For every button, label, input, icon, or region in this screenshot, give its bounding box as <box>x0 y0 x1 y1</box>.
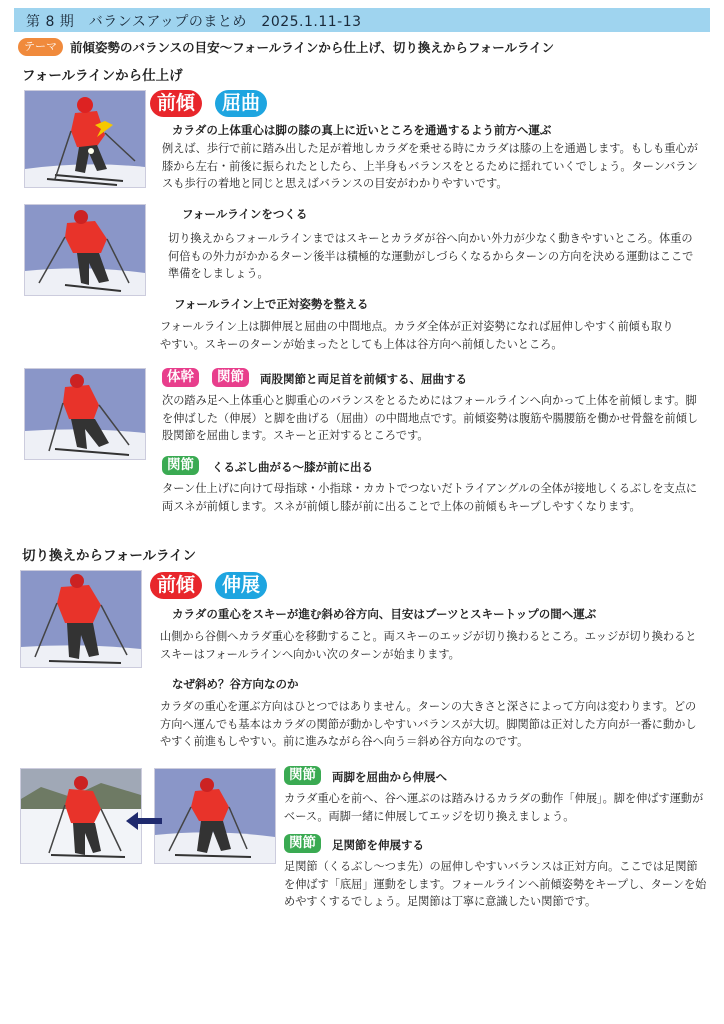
theme-badge: テーマ <box>18 38 63 56</box>
heading-1-4: 両股関節と両足首を前傾する、屈曲する <box>260 372 467 386</box>
tag-kansetsu-1: 関節 <box>212 368 249 387</box>
body-1-2: 切り換えからフォールラインまではスキーとカラダが谷へ向かい外力が少なく動きやすいところ。体重の何倍もの外力がかかるターン後半は積極的な運動がしづらくなるからターンの方向を決める運動はここで準備をしましょう。 <box>168 232 694 280</box>
tag-kansetsu-2: 関節 <box>162 456 199 475</box>
page-title: 第 8 期 バランスアップのまとめ 2025.1.11-13 <box>26 14 362 30</box>
body-1-4: 次の踏み足へ上体重心と脚重心のバランスをとるためにはフォールラインへ向かって上体を前傾します。脚を伸ばした（伸展）と脚を曲げる（屈曲）の中間地点です。前傾姿勢は腹筋や腸腰筋を働かせ骨盤を前傾し股関節を屈曲します。スキーと正対するところです。 <box>162 394 699 442</box>
heading-1-2: フォールラインをつくる <box>182 207 308 221</box>
body-2-4: 足関節（くるぶし〜つま先）の屈伸しやすいバランスは正対方向。ここでは足関節を伸ばす「底屈」運動をします。フォールラインへ前傾姿勢をキープし、ターンを始めやすくするでしょう。足関節は丁寧に意識したい関節です。 <box>284 860 707 908</box>
heading-2-2: なぜ斜め？谷方向なのか <box>172 677 299 691</box>
pill-zenkei-1: 前傾 <box>150 90 202 117</box>
heading-2-4: 足関節を伸展する <box>332 838 424 852</box>
skier-photo-3 <box>24 368 146 460</box>
section-title-1: フォールラインから仕上げ <box>22 68 183 84</box>
pill-kukkyoku: 屈曲 <box>215 90 267 117</box>
section-title-2: 切り換えからフォールライン <box>22 548 197 564</box>
heading-1-1: カラダの上体重心は脚の膝の真上に近いところを通過するよう前方へ運ぶ <box>172 123 552 137</box>
heading-1-5: くるぶし曲がる〜膝が前に出る <box>212 460 373 474</box>
heading-2-1: カラダの重心をスキーが進む斜め谷方向、目安はブーツとスキートップの間へ運ぶ <box>172 607 597 621</box>
body-2-1: 山側から谷側へカラダ重心を移動すること。両スキーのエッジが切り換わるところ。エッジが切り換わるとスキーはフォールラインへ向かい次のターンが始まります。 <box>160 630 697 661</box>
navy-arrow-icon <box>124 810 164 832</box>
body-1-3: フォールライン上は脚伸展と屈曲の中間地点。カラダ全体が正対姿勢になれば屈伸しやすく前傾も取りやすい。スキーのターンが始まったとしても上体は谷方向へ前傾したいところ。 <box>160 320 674 351</box>
pill-zenkei-2: 前傾 <box>150 572 202 599</box>
heading-1-3: フォールライン上で正対姿勢を整える <box>174 297 369 311</box>
body-1-1: 例えば、歩行で前に踏み出した足が着地しカラダを乗せる時にカラダは膝の上を通過します。もしも重心が膝から左右・前後に振られたとしたら、上半身もバランスをとるために揺れていくでしょう。ターンバランスも歩行の着地と同じと思えばバランスの目安がわかりやすいです。 <box>162 142 698 190</box>
theme-row <box>14 36 710 58</box>
tag-kansetsu-4: 関節 <box>284 834 321 853</box>
skier-photo-6 <box>154 768 276 864</box>
header-bar <box>14 8 710 32</box>
body-2-3: カラダ重心を前へ、谷へ運ぶのは踏みけるカラダの動作「伸展」。脚を伸ばす運動がベース。両脚一緒に伸展してエッジを切り換えましょう。 <box>284 792 704 823</box>
body-2-2: カラダの重心を運ぶ方向はひとつではありません。ターンの大きさと深さによって方向は変わります。どの方向へ運んでも基本はカラダの関節が動かしやすいバランスが大切。脚関節は正対した方向が一番に動かしやすく前進もしやすい。前に進みながら谷へ向う＝斜め谷方向なのです。 <box>160 700 697 748</box>
theme-text: 前傾姿勢のバランスの目安〜フォールラインから仕上げ、切り換えからフォールライン <box>70 40 555 55</box>
pill-shinten: 伸展 <box>215 572 267 599</box>
skier-photo-1 <box>24 90 146 188</box>
skier-photo-4 <box>20 570 142 668</box>
tag-kansetsu-3: 関節 <box>284 766 321 785</box>
tag-taikan: 体幹 <box>162 368 199 387</box>
body-1-5: ターン仕上げに向けて母指球・小指球・カカトでつないだトライアングルの全体が接地しくるぶしを支点に両スネが前傾します。スネが前傾し膝が前に出ることで上体の前傾もキープしやすくなります。 <box>162 482 698 513</box>
heading-2-3: 両脚を屈曲から伸展へ <box>332 770 447 784</box>
skier-photo-2 <box>24 204 146 296</box>
